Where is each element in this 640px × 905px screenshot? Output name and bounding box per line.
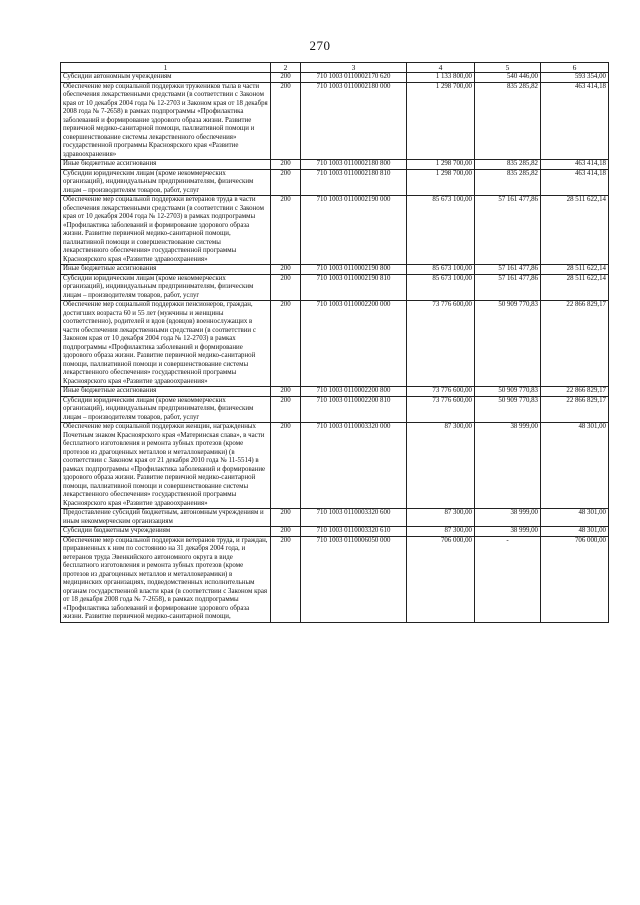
column-header: 3	[301, 63, 407, 73]
expense-name: Иные бюджетные ассигнования	[61, 387, 271, 397]
grbs-code: 200	[271, 396, 301, 423]
expense-name: Обеспечение мер социальной поддержки ветеранов труда, и граждан, приравненных к ним по состоянию на 31 декабря 2004 года, и ветеранов труда Эвенкийского автономного округа в виде бесплатного изготовления и ремонта зубных протезов (кроме протезов из драгоценных металлов и металлокерамики) в медицинских организациях, подведомственных исполнительным органам государственной власти края (в соответствии с Законом края от 18 декабря 2008 года № 7-2658), в рамках подпрограммы «Профилактика заболеваний и формирование здорового образа жизни. Развитие первичной медико-санитарной помощи,	[61, 536, 271, 622]
executed-amount: 50 909 770,83	[475, 396, 541, 423]
executed-amount: 835 285,82	[475, 160, 541, 170]
table-row	[61, 301, 609, 387]
column-header: 4	[407, 63, 475, 73]
expense-name: Обеспечение мер социальной поддержки пенсионеров, граждан, достигших возраста 60 и 55 лет (мужчины и женщины соответственно), родителей и вдов (вдовцов) военнослужащих в части обеспечения лекарственными средствами (в соответствии с Законом края от 10 декабря 2004 года № 12-2703) в рамках подпрограммы «Профилактика заболеваний и формирование здорового образа жизни. Развитие первичной медико-санитарной помощи, паллиативной помощи и совершенствование системы лекарственного обеспечения» государственной программы Красноярского края «Развитие здравоохранения»	[61, 301, 271, 387]
remaining-amount: 463 414,18	[541, 169, 609, 196]
grbs-code: 200	[271, 301, 301, 387]
planned-amount: 73 776 600,00	[407, 301, 475, 387]
grbs-code: 200	[271, 509, 301, 527]
grbs-code: 200	[271, 73, 301, 83]
planned-amount: 73 776 600,00	[407, 387, 475, 397]
planned-amount: 85 673 100,00	[407, 274, 475, 301]
executed-amount: 50 909 770,83	[475, 387, 541, 397]
table-row	[61, 169, 609, 196]
remaining-amount: 706 000,00	[541, 536, 609, 622]
grbs-code: 200	[271, 536, 301, 622]
remaining-amount: 48 301,00	[541, 509, 609, 527]
grbs-code: 200	[271, 82, 301, 160]
table-row	[61, 265, 609, 275]
remaining-amount: 593 354,00	[541, 73, 609, 83]
grbs-code: 200	[271, 160, 301, 170]
table-row	[61, 196, 609, 265]
budget-classification-code: 710 1003 0110002190 000	[301, 196, 407, 265]
planned-amount: 87 300,00	[407, 527, 475, 537]
budget-table	[60, 62, 609, 623]
remaining-amount: 22 866 829,17	[541, 387, 609, 397]
executed-amount: 38 999,00	[475, 527, 541, 537]
remaining-amount: 28 511 622,14	[541, 196, 609, 265]
budget-classification-code: 710 1003 0110002180 800	[301, 160, 407, 170]
table-row	[61, 160, 609, 170]
grbs-code: 200	[271, 169, 301, 196]
budget-classification-code: 710 1003 0110002190 810	[301, 274, 407, 301]
planned-amount: 1 298 700,00	[407, 169, 475, 196]
remaining-amount: 48 301,00	[541, 423, 609, 509]
column-header: 5	[475, 63, 541, 73]
budget-classification-code: 710 1003 0110002200 810	[301, 396, 407, 423]
expense-name: Обеспечение мер социальной поддержки ветеранов труда в части обеспечения лекарственными средствами (в соответствии с Законом края от 10 декабря 2004 года № 12-2703) в рамках подпрограммы «Профилактика заболеваний и формирование здорового образа жизни. Развитие первичной медико-санитарной помощи, паллиативной помощи и совершенствование системы лекарственного обеспечения» государственной программы Красноярского края «Развитие здравоохранения»	[61, 196, 271, 265]
planned-amount: 87 300,00	[407, 509, 475, 527]
table-row	[61, 82, 609, 160]
table-header	[61, 63, 609, 73]
expense-name: Субсидии автономным учреждениям	[61, 73, 271, 83]
remaining-amount: 22 866 829,17	[541, 301, 609, 387]
expense-name: Иные бюджетные ассигнования	[61, 265, 271, 275]
remaining-amount: 463 414,18	[541, 160, 609, 170]
planned-amount: 73 776 600,00	[407, 396, 475, 423]
expense-name: Предоставление субсидий бюджетным, автономным учреждениям и иным некоммерческим организациям	[61, 509, 271, 527]
page-number: 270	[309, 38, 331, 53]
grbs-code: 200	[271, 274, 301, 301]
column-header: 6	[541, 63, 609, 73]
table-row	[61, 387, 609, 397]
table-row	[61, 509, 609, 527]
expense-name: Иные бюджетные ассигнования	[61, 160, 271, 170]
table-row	[61, 73, 609, 83]
remaining-amount: 48 301,00	[541, 527, 609, 537]
column-header: 2	[271, 63, 301, 73]
budget-classification-code: 710 1003 0110002190 800	[301, 265, 407, 275]
planned-amount: 1 298 700,00	[407, 160, 475, 170]
column-header: 1	[61, 63, 271, 73]
planned-amount: 1 133 800,00	[407, 73, 475, 83]
remaining-amount: 28 511 622,14	[541, 274, 609, 301]
executed-amount: 38 999,00	[475, 509, 541, 527]
table-row	[61, 274, 609, 301]
remaining-amount: 22 866 829,17	[541, 396, 609, 423]
executed-amount: 57 161 477,86	[475, 274, 541, 301]
grbs-code: 200	[271, 527, 301, 537]
budget-classification-code: 710 1003 0110002200 000	[301, 301, 407, 387]
budget-classification-code: 710 1003 0110006050 000	[301, 536, 407, 622]
table-row	[61, 396, 609, 423]
grbs-code: 200	[271, 196, 301, 265]
table-row	[61, 536, 609, 622]
budget-classification-code: 710 1003 0110003320 000	[301, 423, 407, 509]
header-row	[61, 63, 609, 73]
expense-name: Субсидии юридическим лицам (кроме некоммерческих организаций), индивидуальным предпринимателям, физическим лицам – производителям товаров, работ, услуг	[61, 396, 271, 423]
executed-amount: 50 909 770,83	[475, 301, 541, 387]
table-row	[61, 527, 609, 537]
expense-name: Обеспечение мер социальной поддержки тружеников тыла в части обеспечения лекарственными средствами (в соответствии с Законом края от 10 декабря 2004 года № 12-2703 и Законом края от 18 декабря 2008 года № 7-2658) в рамках подпрограммы «Профилактика заболеваний и формирование здорового образа жизни. Развитие первичной медико-санитарной помощи, паллиативной помощи и совершенствование системы лекарственного обеспечения» государственной программы Красноярского края «Развитие здравоохранения»	[61, 82, 271, 160]
executed-amount: 540 446,00	[475, 73, 541, 83]
budget-classification-code: 710 1003 0110002200 800	[301, 387, 407, 397]
table-body	[61, 73, 609, 623]
grbs-code: 200	[271, 387, 301, 397]
executed-amount: 835 285,82	[475, 169, 541, 196]
executed-amount: 57 161 477,86	[475, 265, 541, 275]
executed-amount: 835 285,82	[475, 82, 541, 160]
executed-amount: 38 999,00	[475, 423, 541, 509]
planned-amount: 706 000,00	[407, 536, 475, 622]
budget-classification-code: 710 1003 0110002180 000	[301, 82, 407, 160]
budget-classification-code: 710 1003 0110002170 620	[301, 73, 407, 83]
executed-amount: 57 161 477,86	[475, 196, 541, 265]
planned-amount: 85 673 100,00	[407, 196, 475, 265]
remaining-amount: 463 414,18	[541, 82, 609, 160]
expense-name: Субсидии юридическим лицам (кроме некоммерческих организаций), индивидуальным предпринимателям, физическим лицам – производителям товаров, работ, услуг	[61, 169, 271, 196]
table-row	[61, 423, 609, 509]
planned-amount: 87 300,00	[407, 423, 475, 509]
planned-amount: 85 673 100,00	[407, 265, 475, 275]
budget-classification-code: 710 1003 0110002180 810	[301, 169, 407, 196]
planned-amount: 1 298 700,00	[407, 82, 475, 160]
budget-classification-code: 710 1003 0110003320 610	[301, 527, 407, 537]
executed-amount: -	[475, 536, 541, 622]
expense-name: Субсидии бюджетным учреждениям	[61, 527, 271, 537]
expense-name: Субсидии юридическим лицам (кроме некоммерческих организаций), индивидуальным предпринимателям, физическим лицам – производителям товаров, работ, услуг	[61, 274, 271, 301]
expense-name: Обеспечение мер социальной поддержки женщин, награжденных Почетным знаком Красноярского края «Материнская слава», в части бесплатного изготовления и ремонта зубных протезов (кроме протезов из драгоценных металлов и металлокерамики) (в соответствии с Законом края от 21 декабря 2010 года № 11-5514) в рамках подпрограммы «Профилактика заболеваний и формирование здорового образа жизни. Развитие первичной медико-санитарной помощи, паллиативной помощи и совершенствование системы лекарственного обеспечения» государственной программы Красноярского края «Развитие здравоохранения»	[61, 423, 271, 509]
grbs-code: 200	[271, 423, 301, 509]
budget-classification-code: 710 1003 0110003320 600	[301, 509, 407, 527]
grbs-code: 200	[271, 265, 301, 275]
remaining-amount: 28 511 622,14	[541, 265, 609, 275]
